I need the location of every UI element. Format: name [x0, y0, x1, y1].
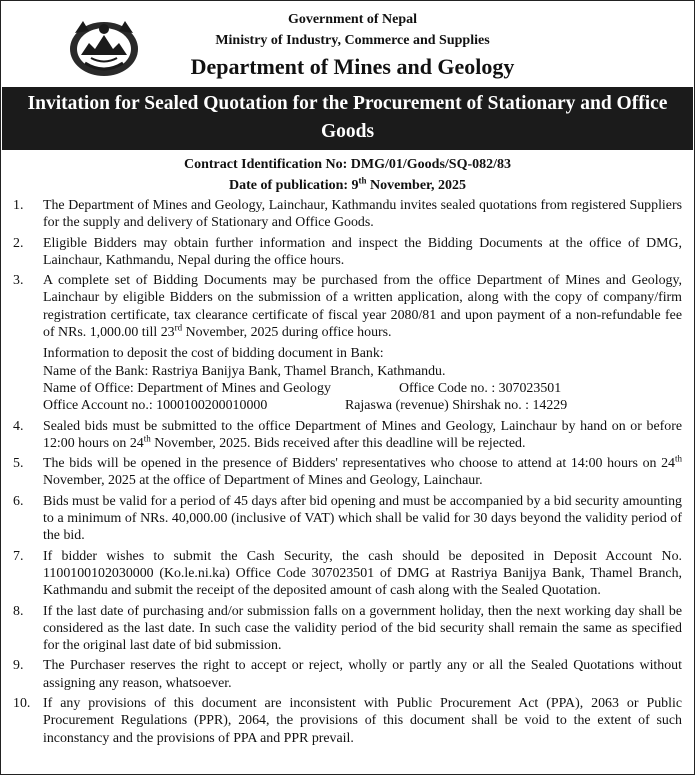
item-number: 9. — [13, 658, 24, 674]
item-text: Sealed bids must be submitted to the office Department of Mines and Geology, Lainchaur by hand on or before 12:00 hours on 24th November, 2025. Bids received after this deadline will be rejected. — [43, 418, 682, 451]
list-item — [13, 197, 682, 232]
item-number: 2. — [13, 235, 24, 251]
notice-header — [1, 1, 694, 87]
item-text: A complete set of Bidding Documents may be purchased from the office Department of Mines and Geology, Lainchaur by eligible Bidders on the submission of a written application, along with the copy of company/firm registration certificate, tax clearance certificate of fiscal year 2080/81 and upon payment of a non-refundable fee of NRs. 1,000.00 till 23rd November, 2025 during office hours. — [43, 273, 682, 341]
list-item — [13, 695, 682, 747]
office-row — [43, 380, 682, 397]
list-item — [13, 235, 682, 270]
notice-items — [1, 197, 694, 747]
item-number: 7. — [13, 548, 24, 564]
list-item — [13, 272, 682, 414]
item-text: If any provisions of this document are inconsistent with Public Procurement Act (PPA), 2063 or Public Procurement Regulations (PPR), 2064, the provisions of this document shall be void to the extent of such inconstancy and the provisions of PPA and PPR prevail. — [43, 696, 682, 746]
header-text — [1, 10, 694, 82]
office-code: Office Code no. : 307023501 — [399, 380, 562, 396]
item-number: 10. — [13, 696, 31, 712]
list-item — [13, 493, 682, 545]
bank-name: Name of the Bank: Rastriya Banijya Bank, Thamel Branch, Kathmandu. — [43, 363, 446, 379]
item-number: 1. — [13, 198, 24, 213]
item-text: If the last date of purchasing and/or submission falls on a government holiday, then the next working day shall be considered as the last date. In such case the validity period of the bid security shall remain the same as specified for the original last date of bid submission. — [43, 603, 682, 654]
item-text: Bids must be valid for a period of 45 days after bid opening and must be accompanied by a bid security amounting to a minimum of NRs. 40,000.00 (inclusive of VAT) which shall be valid for 30 days beyond the validity period of the bid. — [43, 493, 682, 544]
list-item — [13, 455, 682, 490]
bank-info-intro: Information to deposit the cost of bidding document in Bank: — [43, 346, 384, 362]
list-item — [13, 418, 682, 453]
item-text: The bids will be opened in the presence of Bidders' representatives who choose to attend at 14:00 hours on 24th November, 2025 at the office of Department of Mines and Geology, Lainchaur. — [43, 453, 682, 489]
government-name: Government of Nepal — [287, 12, 418, 27]
item-number: 4. — [13, 418, 24, 434]
revenue-shirshak: Rajaswa (revenue) Shirshak no. : 14229 — [345, 398, 568, 414]
list-item — [13, 603, 682, 655]
ministry-name: Ministry of Industry, Commerce and Supplies — [215, 33, 490, 48]
item-number: 6. — [13, 493, 24, 509]
office-name: Name of Office: Department of Mines and Geology — [43, 380, 331, 396]
item-text: If bidder wishes to submit the Cash Security, the cash should be deposited in Deposit Account No. 1100100102030000 (Ko.le.ni.ka) Office Code 307023501 of DMG at Rastriya Banijya Bank, Thamel Branch, Kathmandu and submit the receipt of the deposited amount of cash along with the Sealed Quotation. — [43, 548, 682, 599]
item-text: The Purchaser reserves the right to accept or reject, wholly or partly any or all the Sealed Quotations without assigning any reason, whatsoever. — [43, 658, 682, 691]
list-item — [13, 548, 682, 600]
item-number: 5. — [13, 456, 24, 472]
item-number: 3. — [13, 273, 24, 289]
item-text: The Department of Mines and Geology, Lainchaur, Kathmandu invites sealed quotations from registered Suppliers for the supply and delivery of Stationary and Office Goods. — [43, 198, 682, 231]
bank-info — [43, 345, 682, 414]
item-number: 8. — [13, 603, 24, 619]
list-item — [13, 657, 682, 692]
publication-date: Date of publication: 9th November, 2025 — [229, 175, 466, 193]
department-name: Department of Mines and Geology — [190, 54, 515, 79]
account-row — [43, 397, 682, 414]
notice-title-banner: Invitation for Sealed Quotation for the Procurement of Stationary and Office Goods — [2, 87, 693, 150]
contract-meta — [1, 154, 694, 196]
contract-identification: Contract Identification No: DMG/01/Goods/SQ-082/83 — [183, 157, 512, 172]
item-text: Eligible Bidders may obtain further information and inspect the Bidding Documents at the office of DMG, Lainchaur, Kathmandu, Nepal during the office hours. — [43, 235, 682, 268]
office-account-no: Office Account no.: 1000100200010000 — [43, 398, 268, 414]
